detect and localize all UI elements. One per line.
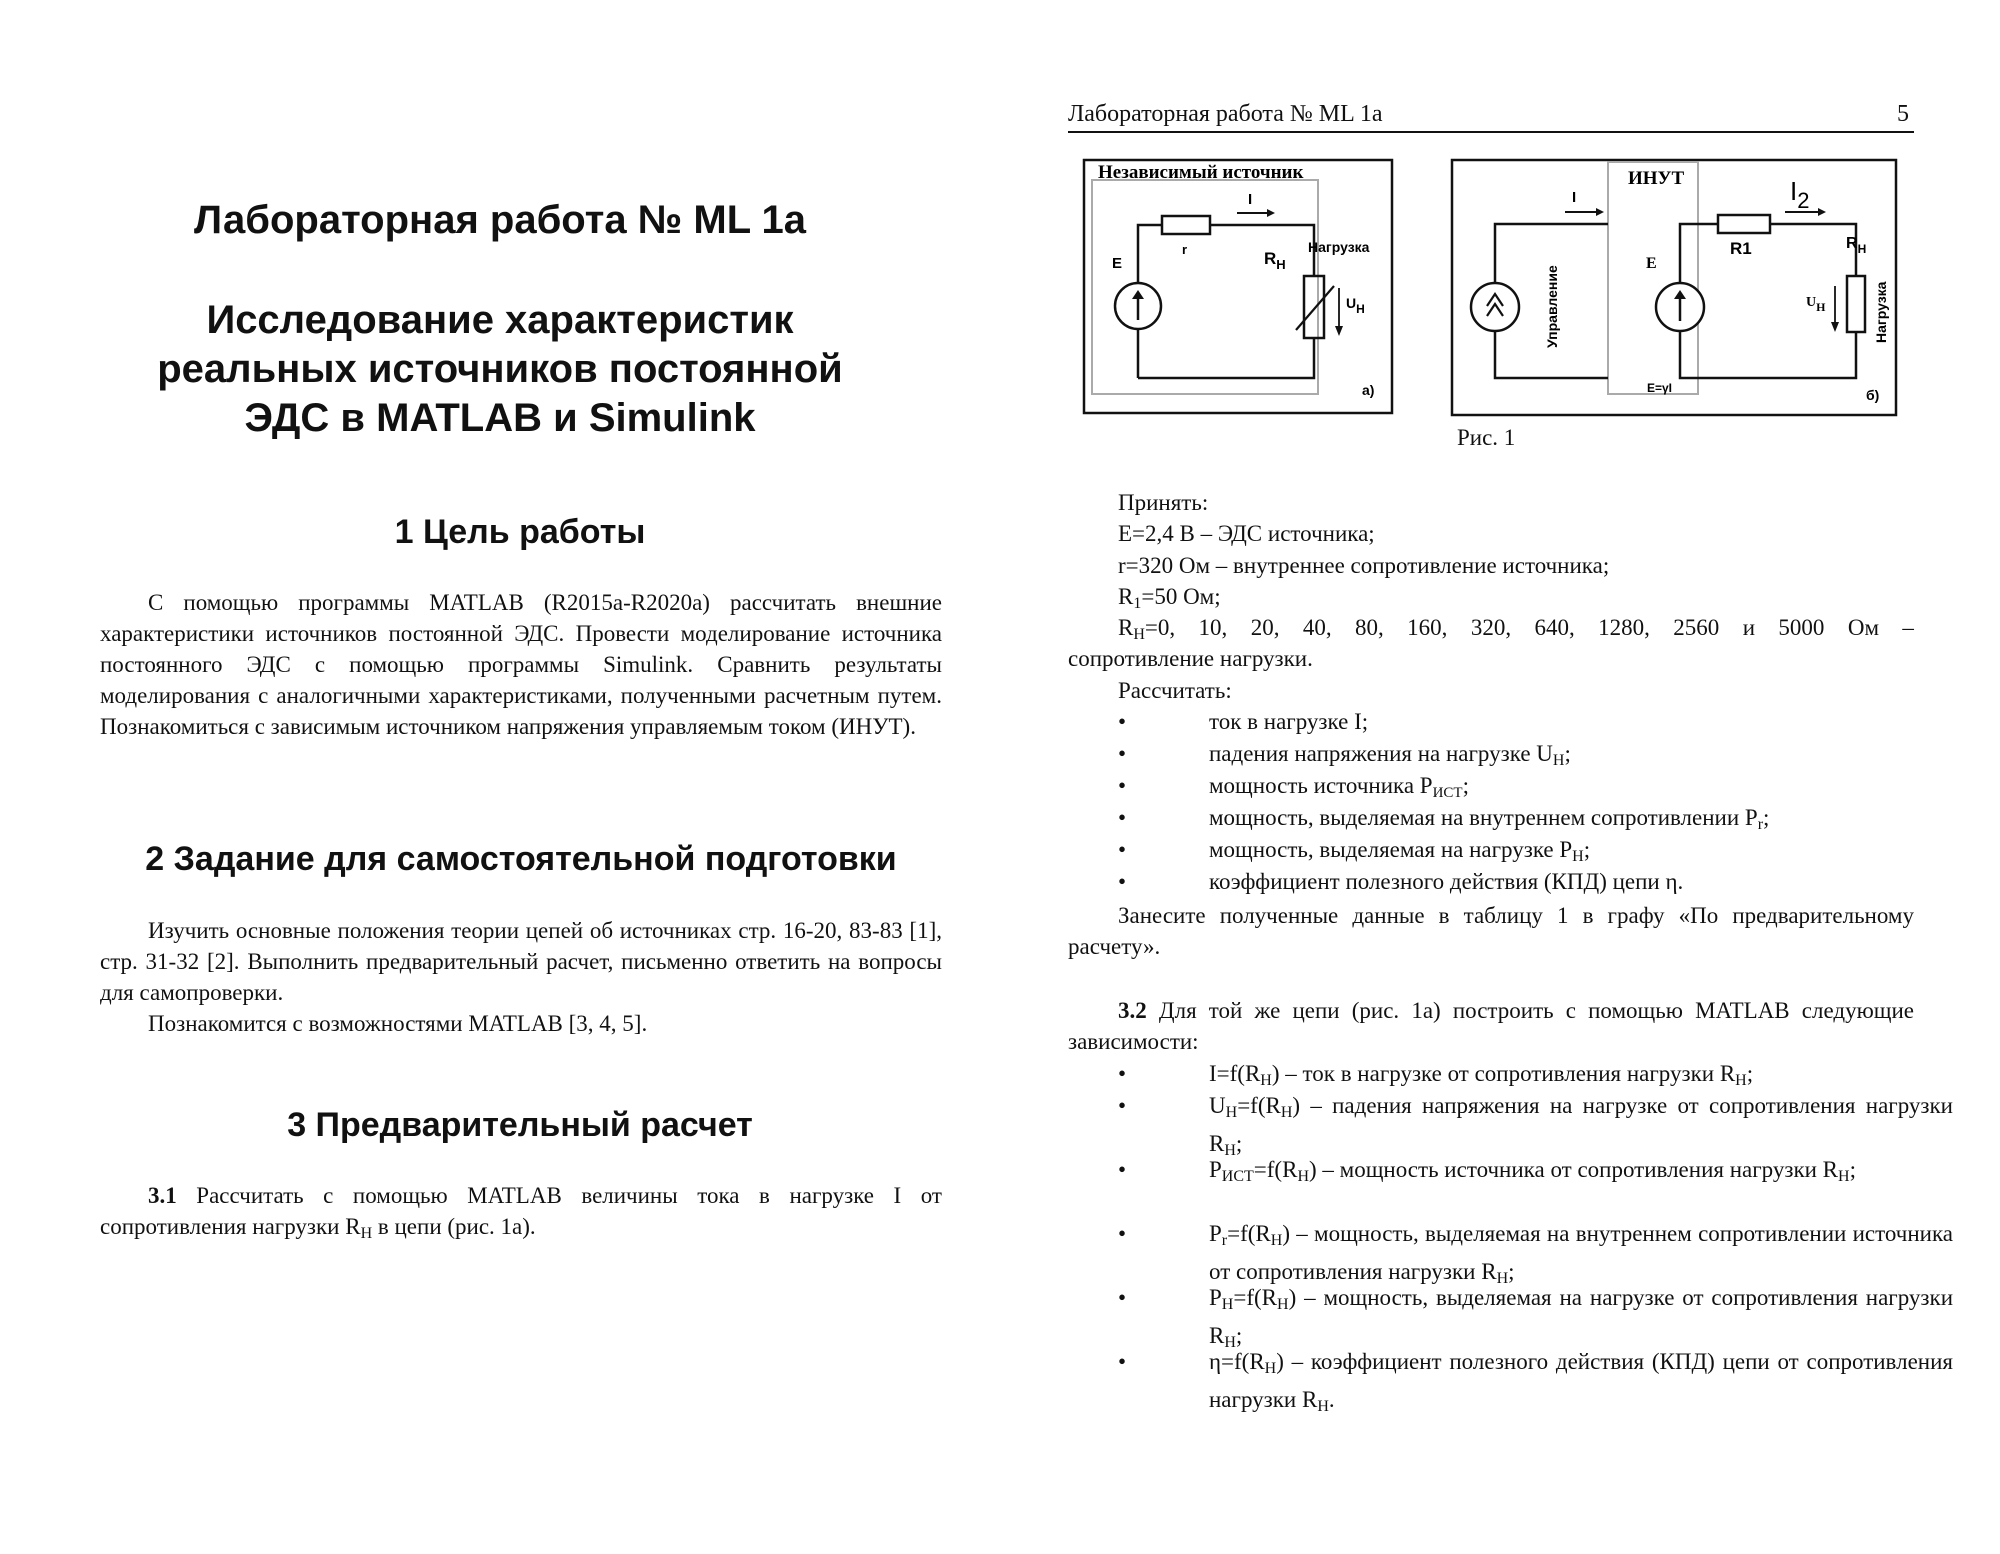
calc-label: Рассчитать:	[1118, 678, 1232, 703]
rh-value: 10,	[1198, 615, 1228, 640]
svg-text:UH	[1806, 295, 1826, 314]
fig-b-control: Управление	[1544, 265, 1560, 348]
section-3-2-text	[1068, 995, 1914, 1057]
bullet-icon: •	[1118, 773, 1127, 798]
rh-value: 640,	[1534, 615, 1575, 640]
fig-b-current2-sub: 2	[1797, 188, 1810, 213]
section-3-1-number: 3.1	[148, 1183, 177, 1208]
circuit-figure-b	[1450, 158, 1898, 418]
section-3-1-text	[100, 1180, 942, 1249]
rh-value: 320,	[1470, 615, 1512, 640]
e-parameter: E=2,4 В – ЭДС источника;	[1118, 521, 1375, 546]
subtitle-line: ЭДС в MATLAB и Simulink	[244, 396, 756, 440]
fig-b-label: ИНУТ	[1628, 168, 1685, 189]
subscript: ИСТ	[1432, 785, 1463, 801]
list-item-text: коэффициент полезного действия (КПД) цепи η.	[1209, 869, 1684, 894]
rh-value: 20,	[1250, 615, 1280, 640]
dependency-bullet-list	[1118, 1058, 1953, 1418]
load-resistor	[1847, 276, 1865, 332]
rh-value: 80,	[1355, 615, 1384, 640]
list-item-text: мощность, выделяемая на внутреннем сопротивлении P	[1209, 805, 1758, 830]
bullet-icon: •	[1118, 1157, 1127, 1182]
r-parameter: r=320 Ом – внутреннее сопротивление источника;	[1118, 553, 1610, 578]
section-2-text-1: Изучить основные положения теории цепей об источниках стр. 16-20, 83-83 [1], стр. 31-32 [2]. Выполнить предварительный расчет, письменно ответить на вопросы для самопроверки.	[100, 918, 942, 1005]
r1-value: =50 Ом;	[1141, 584, 1221, 609]
rh-value: и	[1742, 615, 1756, 640]
fig-b-load-r-sub: H	[1857, 242, 1867, 256]
list-item-tail: ;	[1583, 837, 1591, 862]
circuit-figure-a	[1082, 158, 1394, 416]
subtitle-line: Исследование характеристик	[206, 298, 794, 342]
list-item-text: мощность, выделяемая на нагрузке P	[1209, 837, 1573, 862]
header-rule	[1068, 131, 1914, 133]
rh-value: 1280,	[1598, 615, 1650, 640]
bullet-icon: •	[1118, 741, 1127, 766]
resistor-r	[1162, 216, 1210, 234]
fig-b-current2: I	[1790, 176, 1798, 206]
fig-a-voltage-sub: H	[1356, 302, 1365, 316]
subscript: Н	[1133, 626, 1145, 643]
list-item-text: $I=f(R_Н)$ – ток в нагрузке от сопротивления нагрузки $R_Н$;	[1209, 1061, 1754, 1089]
section-3-1-body: Рассчитать с помощью MATLAB величины тока в нагрузке I от сопротивления нагрузки R	[100, 1183, 942, 1239]
rh-value: 40,	[1302, 615, 1332, 640]
load-resistor	[1304, 276, 1324, 338]
list-item-text: ток в нагрузке I;	[1209, 709, 1369, 734]
bullet-icon: •	[1118, 837, 1127, 862]
fig-b-source: E	[1646, 255, 1657, 272]
bullet-icon: •	[1118, 1061, 1127, 1086]
subtitle-line: реальных источников постоянной	[157, 347, 843, 391]
section-2-title: 2 Задание для самостоятельной подготовки	[145, 840, 897, 878]
fig-b-voltage-sub: H	[1816, 300, 1826, 314]
rh-continuation: сопротивление нагрузки.	[1068, 646, 1313, 671]
accept-label: Принять:	[1118, 490, 1209, 515]
subscript: Н	[1572, 848, 1584, 865]
running-header: Лабораторная работа № ML 1а	[1068, 101, 1383, 127]
bullet-icon: •	[1118, 805, 1127, 830]
fig-a-label: Независимый источник	[1098, 162, 1304, 183]
bullet-icon: •	[1118, 1349, 1127, 1374]
subscript: r	[1757, 816, 1764, 833]
fig-a-voltage: U	[1346, 295, 1357, 311]
section-3-title: 3 Предварительный расчет	[287, 1106, 753, 1144]
fig-a-current: I	[1248, 191, 1253, 208]
section-3-2-number: 3.2	[1118, 998, 1147, 1023]
list-item-text: $U_Н=f(R_Н)$ – падения напряжения на нагрузке от сопротивления нагрузки $R_Н$;	[1209, 1093, 1953, 1159]
rh-value: –	[1902, 615, 1914, 640]
fig-a-resistor: r	[1182, 242, 1188, 257]
fig-a-tag: а)	[1362, 382, 1375, 398]
figure-caption: Рис. 1	[1457, 425, 1516, 450]
fig-a-load-r: R	[1264, 249, 1277, 268]
page-title: Лабораторная работа № ML 1а	[193, 198, 807, 242]
rh-value: =0,	[1144, 615, 1176, 640]
fig-b-load-r: R	[1846, 235, 1858, 252]
rh-value: Ом	[1847, 615, 1879, 640]
svg-text:UH	[1346, 295, 1365, 316]
calc-bullet-list	[1118, 706, 1914, 906]
fig-a-load-label: Нагрузка	[1308, 239, 1370, 255]
fig-a-load-r-sub: H	[1276, 257, 1286, 272]
control-source-icon	[1471, 283, 1519, 331]
list-item-text: мощность источника P	[1209, 773, 1433, 798]
page-number: 5	[1897, 101, 1909, 127]
resistor-r1	[1718, 215, 1770, 233]
fig-b-tag: б)	[1866, 387, 1880, 403]
subscript: Н	[360, 1225, 373, 1242]
list-item-text: падения напряжения на нагрузке U	[1209, 741, 1553, 766]
list-item-text: $\eta=f(R_Н)$ – коэффициент полезного действия (КПД) цепи от сопротивления нагрузки $R_Н$.	[1209, 1349, 1953, 1415]
subscript: Н	[1552, 752, 1565, 769]
page-subtitle	[0, 296, 1000, 443]
list-item-text: $P_r=f(R_Н)$ – мощность, выделяемая на внутреннем сопротивлении источника от сопротивления нагрузки $R_Н$;	[1209, 1221, 1953, 1287]
fig-b-voltage: U	[1806, 295, 1817, 310]
rh-value: 160,	[1407, 615, 1448, 640]
list-item-text: $P_{ИСТ}=f(R_Н)$ – мощность источника от сопротивления нагрузки $R_Н$;	[1209, 1157, 1856, 1185]
r1-symbol: R	[1118, 584, 1134, 609]
svg-text:I2	[1790, 176, 1809, 213]
list-item-tail: ;	[1564, 741, 1571, 766]
list-item-text: $P_Н=f(R_Н)$ – мощность, выделяемая на нагрузке от сопротивления нагрузки $R_Н$;	[1209, 1285, 1953, 1351]
bullet-icon: •	[1118, 1285, 1127, 1310]
bullet-icon: •	[1118, 869, 1127, 894]
fig-b-current: I	[1572, 189, 1577, 206]
section-3-1-tail: в цепи (рис. 1а).	[372, 1214, 536, 1239]
rh-value: 5000	[1778, 615, 1825, 640]
fig-b-resistor: R1	[1730, 239, 1752, 258]
fig-a-source: E	[1112, 255, 1123, 272]
table-note: Занесите полученные данные в таблицу 1 в графу «По предварительному расчету».	[1068, 903, 1914, 959]
fig-b-eq: E=γI	[1647, 381, 1673, 395]
list-item-tail: ;	[1763, 805, 1770, 830]
section-3-2-body: Для той же цепи (рис. 1а) построить с помощью MATLAB следующие зависимости:	[1068, 998, 1914, 1054]
section-1-text: С помощью программы MATLAB (R2015a-R2020a) рассчитать внешние характеристики источников постоянной ЭДС. Провести моделирование источника постоянного ЭДС с помощью программы Simulink. Сравнить результаты моделирования с аналогичными характеристиками, полученными расчетным путем. Познакомиться с зависимым источником напряжения управляемым током (ИНУТ).	[100, 590, 942, 739]
rh-value: 2560	[1673, 615, 1720, 640]
svg-text:RH	[1264, 249, 1286, 272]
bullet-icon: •	[1118, 1221, 1127, 1246]
subscript: 1	[1133, 595, 1142, 612]
rh-letter: R	[1118, 615, 1134, 640]
list-item-tail: ;	[1462, 773, 1469, 798]
section-2-text-2: Познакомится с возможностями MATLAB [3, 4, 5].	[148, 1011, 648, 1036]
fig-b-load-label: Нагрузка	[1873, 281, 1889, 343]
bullet-icon: •	[1118, 1093, 1127, 1118]
section-1-title: 1 Цель работы	[394, 513, 646, 551]
bullet-icon: •	[1118, 709, 1127, 734]
